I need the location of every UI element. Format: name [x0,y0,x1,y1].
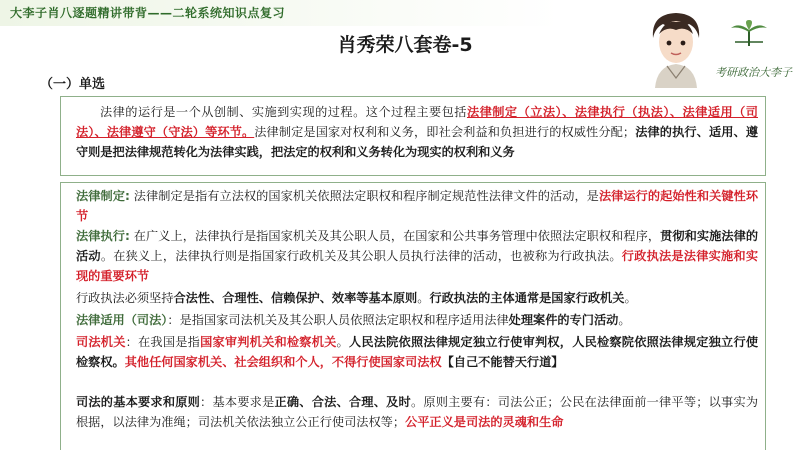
palm-leaf-icon [729,20,769,46]
sifa-text-1: ：在我国是指 [125,335,201,349]
zhixing-text-2: 。在狭义上，法律执行则是指国家行政机关及其公职人员执行法律的活动，也被称为行政执法。 [100,249,622,263]
sifa-text-2: 。 [336,335,349,349]
shiyong-text-1: ：是指国家司法机关及其公职人员依照法定职权和程序适用法律 [167,313,509,327]
section-label: （一）单选 [40,77,106,92]
zhixing-text-1: 在广义上，法律执行是指国家机关及其公职人员，在国家和公共事务管理中依照法定职权和程序， [129,229,661,243]
brand-logo [645,8,795,88]
shiyong-paragraph [76,310,758,330]
xingzheng-text-2: 。 [417,291,430,305]
zhixing-paragraph [76,226,758,286]
intro-text-2: 法律制定是国家对权利和义务，即社会利益和负担进行的权威性分配； [254,125,636,139]
yaoqiu-text-2: 。原则主要有：司法公正；公民在法律面前一律平等；以事实为根据，以法律为准绳；司法机关依法独立公正行使司法权等； [76,395,759,429]
intro-highlight: 法律制定（立法）、法律执行（执法）、法律适用（司法）、法律遵守（守法）等环节。 [76,105,758,139]
yaoqiu-highlight: 公平正义是司法的灵魂和生命 [405,415,564,429]
zhiding-highlight: 法律运行的起始性和关键性环节 [76,189,759,223]
sifa-highlight-2: 其他任何国家机关、社会组织和个人，不得行使国家司法权 [124,355,442,369]
xingzheng-text-1: 行政执法必须坚持 [76,291,174,305]
zhiding-paragraph [76,186,758,226]
yaoqiu-paragraph [76,392,758,432]
yaoqiu-bold: 正确、合法、合理、及时 [274,395,411,409]
yaoqiu-term: 司法的基本要求和原则 [76,395,201,409]
zhixing-bold: 贯彻和实施法律的活动 [76,229,759,263]
zhiding-term: 法律制定: [76,189,130,203]
sifa-bold-1: 人民法院依照法律规定独立行使审判权，人民检察院依照法律规定独立行使检察权。 [76,335,759,369]
sifa-term: 司法机关 [76,335,126,349]
shiyong-bold: 处理案件的专门活动 [508,313,619,327]
brand-text: 考研政治大李子 [715,66,792,79]
sifa-highlight-1: 国家审判机关和检察机关 [200,335,337,349]
shiyong-text-2: 。 [618,313,631,327]
page-title: 肖秀荣八套卷-5 [337,34,473,56]
sifa-note: 【自己不能替天行道】 [441,355,564,369]
series-title: 大李子肖八逐题精讲带背——二轮系统知识点复习 [10,6,286,20]
zhixing-highlight: 行政执法是法律实施和实现的重要环节 [76,249,759,283]
xingzheng-text-3: 。 [624,291,637,305]
teacher-avatar-icon [645,8,707,88]
intro-text-1: 法律的运行是一个从创制、实施到实现的过程。这个过程主要包括 [100,105,467,119]
shiyong-term: 法律适用（司法） [76,313,168,327]
xingzheng-bold-2: 行政执法的主体通常是国家行政机关 [429,291,625,305]
xingzheng-paragraph [76,288,758,308]
intro-bold: 法律的执行、适用、遵守则是把法律规范转化为法律实践，把法定的权利和义务转化为现实的权利和义务 [76,125,759,159]
sifa-paragraph [76,332,758,372]
yaoqiu-text-1: ：基本要求是 [200,395,275,409]
zhixing-term: 法律执行: [76,229,130,243]
xingzheng-bold-1: 合法性、合理性、信赖保护、效率等基本原则 [173,291,418,305]
zhiding-text: 法律制定是指有立法权的国家机关依照法定职权和程序制定规范性法律文件的活动，是 [129,189,599,203]
intro-paragraph [76,102,758,162]
